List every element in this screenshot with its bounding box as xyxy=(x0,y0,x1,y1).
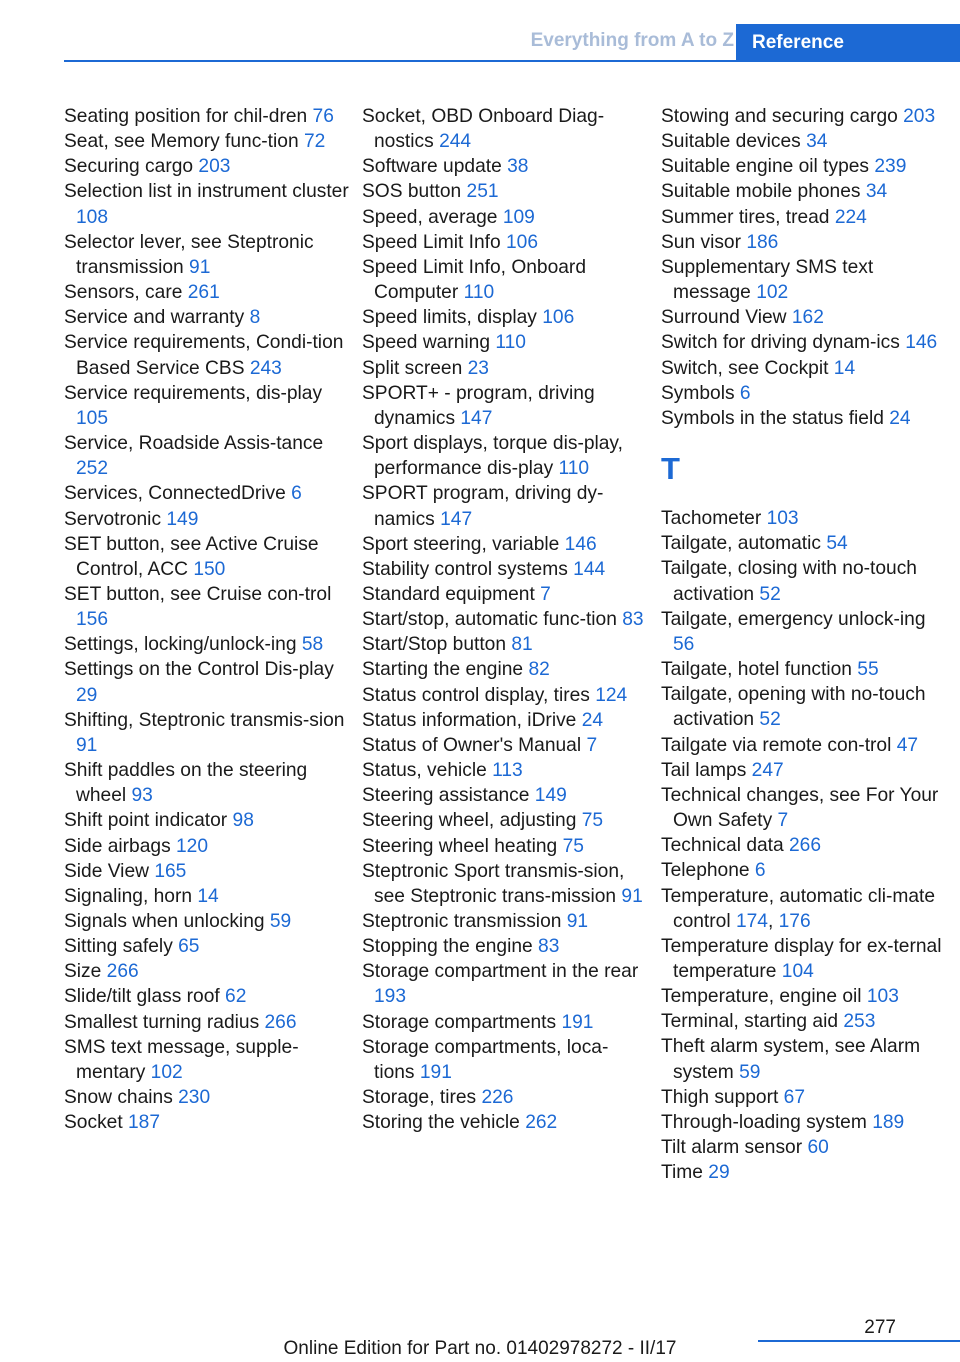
entry-label: Split screen xyxy=(362,357,463,379)
index-entry xyxy=(362,1085,648,1110)
index-entry xyxy=(64,330,350,380)
entry-label: SET button, see Active Cruise Control, ACC xyxy=(64,533,319,580)
page-link[interactable]: 109 xyxy=(502,206,535,228)
index-entry xyxy=(362,808,648,833)
entry-label: Slide/tilt glass roof xyxy=(64,986,220,1008)
entry-label: Steering wheel, adjusting xyxy=(362,810,577,832)
index-entry xyxy=(661,858,951,883)
index-entry xyxy=(661,657,951,682)
entry-label: Shifting, Steptronic transmis-sion xyxy=(64,709,345,731)
index-entry xyxy=(362,733,648,758)
page-link[interactable]: 165 xyxy=(154,860,187,882)
index-entry xyxy=(64,859,350,884)
index-column-2 xyxy=(362,104,648,1135)
entry-label: Seat, see Memory func-tion xyxy=(64,131,299,153)
entry-label: SOS button xyxy=(362,181,462,203)
entry-label: Speed Limit Info xyxy=(362,231,501,253)
index-entry xyxy=(362,708,648,733)
index-entry xyxy=(64,381,350,431)
page-link[interactable]: 252 xyxy=(76,458,109,480)
entry-label: Speed warning xyxy=(362,332,491,354)
section-title: Everything from A to Z xyxy=(530,30,734,51)
entry-label: Tailgate, automatic xyxy=(661,533,821,555)
index-entry xyxy=(64,532,350,582)
entry-label: Tailgate, hotel function xyxy=(661,659,852,681)
index-entry xyxy=(362,834,648,859)
page-link[interactable]: 147 xyxy=(460,407,493,429)
entry-label: Settings on the Control Dis-play xyxy=(64,659,334,681)
index-entry xyxy=(64,808,350,833)
page-link[interactable]: 124 xyxy=(595,684,628,706)
index-entry xyxy=(661,682,951,732)
index-entry xyxy=(64,280,350,305)
index-entry xyxy=(64,104,350,129)
page-link[interactable]: 108 xyxy=(76,206,109,228)
index-entry xyxy=(362,657,648,682)
index-entry xyxy=(661,984,951,1009)
entry-label: Thigh support xyxy=(661,1086,779,1108)
entry-label: Sensors, care xyxy=(64,282,183,304)
page-link[interactable]: 189 xyxy=(872,1111,905,1133)
index-entry xyxy=(661,833,951,858)
entry-label: Symbols xyxy=(661,382,735,404)
page-link[interactable]: 56 xyxy=(673,633,695,655)
index-entry xyxy=(661,733,951,758)
entry-label: Starting the engine xyxy=(362,659,524,681)
page-link[interactable]: 6 xyxy=(754,860,766,882)
index-entry xyxy=(64,154,350,179)
page-link[interactable]: 147 xyxy=(440,508,473,530)
index-entry xyxy=(362,532,648,557)
index-entry xyxy=(362,431,648,481)
page-link[interactable]: 203 xyxy=(198,156,231,178)
index-entry xyxy=(64,909,350,934)
page-link[interactable]: 224 xyxy=(834,206,867,228)
index-entry xyxy=(661,305,951,330)
page-header xyxy=(0,0,960,62)
entry-label: Signals when unlocking xyxy=(64,911,265,932)
page-link[interactable]: 29 xyxy=(708,1162,730,1184)
index-entry xyxy=(661,179,951,204)
index-entry xyxy=(64,230,350,280)
page-link[interactable]: 82 xyxy=(528,659,550,681)
page-link[interactable]: 110 xyxy=(558,458,590,480)
entry-label: Tailgate via remote con-trol xyxy=(661,734,892,756)
index-entry xyxy=(362,582,648,607)
entry-label: Switch, see Cockpit xyxy=(661,357,829,379)
entry-label: Storage, tires xyxy=(362,1087,477,1109)
index-entry xyxy=(362,934,648,959)
entry-label: Status of Owner's Manual xyxy=(362,734,582,756)
index-entry xyxy=(362,758,648,783)
page-link[interactable]: 8 xyxy=(249,307,261,329)
page-link[interactable]: 14 xyxy=(833,357,856,379)
index-entry xyxy=(362,909,648,934)
page-link[interactable]: 29 xyxy=(76,684,98,706)
index-entry xyxy=(362,632,648,657)
page-link[interactable]: 7 xyxy=(586,734,598,756)
entry-label: Service, Roadside Assis-tance xyxy=(64,433,324,455)
page-link[interactable]: 105 xyxy=(76,407,109,429)
page-link[interactable]: 59 xyxy=(739,1061,761,1083)
index-entry xyxy=(362,557,648,582)
index-entry xyxy=(64,481,350,506)
entry-label: Socket, OBD Onboard Diag-nostics xyxy=(362,106,605,153)
entry-label: Temperature, automatic cli-mate control xyxy=(661,885,936,932)
entry-label: Service requirements, dis-play xyxy=(64,382,323,404)
page-link[interactable]: 24 xyxy=(581,709,604,731)
entry-label: Summer tires, tread xyxy=(661,206,830,228)
page-link[interactable]: 247 xyxy=(751,759,784,781)
index-entry xyxy=(661,934,951,984)
page-link[interactable]: 52 xyxy=(759,709,781,731)
entry-label: Speed Limit Info, Onboard Computer xyxy=(362,256,586,304)
index-entry xyxy=(362,481,648,531)
entry-label: Steptronic transmission xyxy=(362,911,562,932)
entry-label: Storage compartments, loca-tions xyxy=(362,1036,609,1083)
index-entry xyxy=(661,506,951,531)
page-link[interactable]: 103 xyxy=(866,986,899,1008)
index-entry xyxy=(362,859,648,909)
index-entry xyxy=(661,255,951,305)
entry-label: Temperature display for ex-ternal temperature xyxy=(661,935,942,982)
index-entry xyxy=(661,205,951,230)
page-link[interactable]: 55 xyxy=(857,659,879,681)
page-link[interactable]: 76 xyxy=(312,106,334,127)
page-link[interactable]: 7 xyxy=(777,810,789,832)
entry-label: Status control display, tires xyxy=(362,684,590,706)
entry-label: Sitting safely xyxy=(64,936,173,958)
page-link[interactable]: 75 xyxy=(562,835,584,857)
page-link[interactable]: 62 xyxy=(225,986,247,1008)
entry-label: Tailgate, closing with no-touch activation xyxy=(661,558,917,605)
index-entry xyxy=(661,154,951,179)
entry-label: Telephone xyxy=(661,860,750,882)
entry-label: Storing the vehicle xyxy=(362,1112,520,1134)
page-link[interactable]: 266 xyxy=(789,835,822,857)
page-link[interactable]: 98 xyxy=(232,810,254,832)
entry-label: Status, vehicle xyxy=(362,760,487,782)
entry-label: Suitable engine oil types xyxy=(661,156,870,178)
entry-label: Service and warranty xyxy=(64,307,245,329)
index-entry xyxy=(661,230,951,255)
index-entry xyxy=(661,556,951,606)
index-entry xyxy=(64,129,350,154)
page-link[interactable]: 266 xyxy=(106,961,139,983)
footer-edition: Online Edition for Part no. 01402978272 - II/17 xyxy=(283,1338,677,1359)
page-link[interactable]: 266 xyxy=(264,1011,297,1033)
index-entry xyxy=(64,884,350,909)
page-link[interactable]: 65 xyxy=(178,936,200,958)
index-entry xyxy=(661,1009,951,1034)
index-entry xyxy=(362,356,648,381)
page-link[interactable]: 149 xyxy=(534,785,567,807)
entry-label: Snow chains xyxy=(64,1087,173,1109)
page-link[interactable]: 102 xyxy=(756,282,789,304)
index-entry xyxy=(64,1085,350,1110)
entry-label: Securing cargo xyxy=(64,156,194,178)
entry-label: Tailgate, opening with no-touch activation xyxy=(661,684,926,731)
page-link[interactable]: 186 xyxy=(746,231,779,253)
page-link[interactable]: 150 xyxy=(193,558,226,580)
entry-label: Technical changes, see For Your Own Safety xyxy=(661,784,939,832)
index-entry xyxy=(64,708,350,758)
entry-label: Signaling, horn xyxy=(64,885,193,907)
entry-label: SPORT+ - program, driving dynamics xyxy=(362,382,595,429)
entry-label: Stability control systems xyxy=(362,558,568,580)
page-link[interactable]: 261 xyxy=(187,282,220,304)
index-entry xyxy=(362,959,648,1009)
index-entry xyxy=(362,305,648,330)
entry-label: Sport steering, variable xyxy=(362,533,560,555)
page-link[interactable]: 60 xyxy=(807,1137,829,1159)
entry-label: Symbols in the status field xyxy=(661,407,884,429)
page-number: 277 xyxy=(864,1317,896,1338)
entry-label: Size xyxy=(64,961,102,983)
index-entry xyxy=(362,179,648,204)
index-entry xyxy=(362,330,648,355)
entry-label: Suitable devices xyxy=(661,131,801,153)
index-entry xyxy=(661,1034,951,1084)
page-link[interactable]: 54 xyxy=(826,533,848,555)
page-link[interactable]: 6 xyxy=(291,483,302,505)
entry-label: Sport displays, torque dis-play, performance dis-play xyxy=(362,433,623,480)
index-entry xyxy=(362,783,648,808)
entry-label: Start/Stop button xyxy=(362,634,506,656)
index-entry xyxy=(661,1110,951,1135)
page-link[interactable]: 203 xyxy=(903,106,936,127)
page-link[interactable]: 47 xyxy=(896,734,919,756)
index-entry xyxy=(661,531,951,556)
entry-label: SPORT program, driving dy-namics xyxy=(362,483,604,530)
index-column-3 xyxy=(661,104,951,1185)
header-rule xyxy=(64,60,960,62)
index-entry xyxy=(64,582,350,632)
entry-label: Service requirements, Condi-tion Based Service CBS xyxy=(64,332,344,379)
page-link[interactable]: 113 xyxy=(492,760,523,782)
entry-label: Settings, locking/unlock-ing xyxy=(64,634,297,656)
entry-label: Steering assistance xyxy=(362,785,530,807)
index-entry xyxy=(64,431,350,481)
index-entry xyxy=(362,1035,648,1085)
index-entry xyxy=(661,783,951,833)
entry-label: Steptronic Sport transmis-sion, see Steptronic trans-mission xyxy=(362,860,625,907)
index-entry xyxy=(661,1160,951,1185)
index-entry xyxy=(362,381,648,431)
entry-label: Tail lamps xyxy=(661,759,747,781)
page-link[interactable]: 83 xyxy=(622,609,644,631)
entry-label: Supplementary SMS text message xyxy=(661,256,874,304)
index-letter-heading: T xyxy=(661,451,680,487)
page-link[interactable]: 104 xyxy=(781,960,814,982)
index-entry xyxy=(661,1085,951,1110)
entry-label: Software update xyxy=(362,156,502,178)
page-link[interactable]: 91 xyxy=(76,734,98,756)
page-link[interactable]: 91 xyxy=(621,885,643,907)
entry-label: SET button, see Cruise con-trol xyxy=(64,583,332,605)
page-link[interactable]: 162 xyxy=(791,307,824,329)
page-link[interactable]: 253 xyxy=(843,1011,876,1033)
page-link[interactable]: 120 xyxy=(176,835,209,857)
entry-label: Steering wheel heating xyxy=(362,835,558,857)
entry-label: Storage compartments xyxy=(362,1011,557,1033)
entry-label: Storage compartment in the rear xyxy=(362,961,639,983)
entry-label: Standard equipment xyxy=(362,583,535,605)
page-link[interactable]: 243 xyxy=(249,357,282,379)
entry-label: Side airbags xyxy=(64,835,171,857)
page-link[interactable]: 23 xyxy=(467,357,489,379)
reference-tab[interactable]: Reference xyxy=(736,24,960,61)
page-link[interactable]: 34 xyxy=(806,131,828,153)
entry-label: Tailgate, emergency unlock-ing xyxy=(661,608,926,630)
page-link[interactable]: 91 xyxy=(566,911,589,932)
entry-label: Shift point indicator xyxy=(64,810,228,832)
index-entry xyxy=(64,1010,350,1035)
page-link[interactable]: 146 xyxy=(564,533,597,555)
index-entry xyxy=(661,330,951,355)
page-link[interactable]: 193 xyxy=(374,986,407,1008)
page-link[interactable]: 187 xyxy=(128,1112,161,1134)
entry-label: Speed limits, display xyxy=(362,307,537,329)
page-link[interactable]: 81 xyxy=(511,634,533,656)
page-link[interactable]: 59 xyxy=(269,911,292,932)
entry-label: Switch for driving dynam-ics xyxy=(661,332,900,354)
entry-label: Selection list in instrument cluster xyxy=(64,181,349,203)
index-entry xyxy=(64,507,350,532)
index-entry xyxy=(661,607,951,657)
entry-label: Status information, iDrive xyxy=(362,709,577,731)
page-link[interactable]: 34 xyxy=(865,181,888,203)
index-entry xyxy=(362,230,648,255)
entry-label: Through-loading system xyxy=(661,1111,867,1133)
page-link[interactable]: 102 xyxy=(150,1061,183,1083)
index-entry xyxy=(64,834,350,859)
page-link[interactable]: 52 xyxy=(759,583,781,605)
index-entry xyxy=(64,959,350,984)
index-entry xyxy=(64,1110,350,1135)
page-link[interactable]: 110 xyxy=(495,332,526,354)
page-link[interactable]: 106 xyxy=(542,307,575,329)
entry-label: Technical data xyxy=(661,835,784,857)
entry-label: Surround View xyxy=(661,307,787,329)
entry-label: Seating position for chil-dren xyxy=(64,106,308,127)
page-link[interactable]: 75 xyxy=(581,810,604,832)
index-entry xyxy=(64,758,350,808)
page-link[interactable]: 191 xyxy=(419,1061,452,1083)
index-entry xyxy=(64,305,350,330)
page-link[interactable]: 93 xyxy=(131,785,153,807)
entry-label: Services, ConnectedDrive xyxy=(64,483,286,505)
index-entry xyxy=(64,632,350,657)
entry-label: Tachometer xyxy=(661,508,762,530)
page-link[interactable]: 244 xyxy=(439,131,472,153)
entry-label: Terminal, starting aid xyxy=(661,1011,839,1033)
page-link[interactable]: 24 xyxy=(889,407,911,429)
page-link[interactable]: 38 xyxy=(507,156,529,178)
entry-label: Stopping the engine xyxy=(362,936,533,958)
entry-label: Smallest turning radius xyxy=(64,1011,260,1033)
entry-label: Suitable mobile phones xyxy=(661,181,861,203)
index-entry xyxy=(64,934,350,959)
index-entry xyxy=(362,683,648,708)
page-link[interactable]: 67 xyxy=(783,1086,806,1108)
page-link[interactable]: 103 xyxy=(766,508,799,530)
index-entry xyxy=(661,406,951,431)
page-link[interactable]: 156 xyxy=(76,609,109,631)
page-link[interactable]: 149 xyxy=(166,508,199,530)
entry-label: Start/stop, automatic func-tion xyxy=(362,609,617,631)
entry-label: Speed, average xyxy=(362,206,498,228)
index-entry xyxy=(362,607,648,632)
entry-label: Theft alarm system, see Alarm system xyxy=(661,1036,921,1083)
page-link[interactable]: 174 xyxy=(735,910,768,932)
index-column-1 xyxy=(64,104,350,1135)
page-link[interactable]: 7 xyxy=(540,583,551,605)
index-entry xyxy=(362,205,648,230)
page-link[interactable]: 106 xyxy=(506,231,539,253)
entry-label: Socket xyxy=(64,1112,123,1134)
page-link[interactable]: 191 xyxy=(561,1011,594,1033)
entry-label: Shift paddles on the steering wheel xyxy=(64,760,308,807)
entry-label: Servotronic xyxy=(64,508,162,530)
entry-label: Side View xyxy=(64,860,149,882)
index-entry xyxy=(661,1135,951,1160)
page-link[interactable]: 110 xyxy=(463,282,495,304)
index-entry xyxy=(64,657,350,707)
entry-label: Sun visor xyxy=(661,231,741,253)
index-entry xyxy=(64,984,350,1009)
entry-label: SMS text message, supple-mentary xyxy=(64,1036,299,1083)
page-link[interactable]: 72 xyxy=(303,131,326,153)
page-link[interactable]: 146 xyxy=(905,332,938,354)
page-link[interactable]: 83 xyxy=(538,936,560,958)
index-entry xyxy=(362,1110,648,1135)
page-link[interactable]: 176 xyxy=(778,910,811,932)
index-entry xyxy=(661,356,951,381)
page-link[interactable]: 58 xyxy=(301,634,324,656)
page-link[interactable]: 144 xyxy=(573,558,606,580)
page-link[interactable]: 91 xyxy=(189,256,211,278)
entry-label: Selector lever, see Steptronic transmission xyxy=(64,231,314,278)
entry-label: Stowing and securing cargo xyxy=(661,106,898,127)
index-entry xyxy=(661,758,951,783)
page-link[interactable]: 14 xyxy=(197,885,219,907)
entry-label: Temperature, engine oil xyxy=(661,986,862,1008)
index-entry xyxy=(661,104,951,129)
index-entry: Temperature, automatic cli-mate control 174, 176 xyxy=(661,885,936,932)
entry-label: Tilt alarm sensor xyxy=(661,1137,803,1159)
index-entry xyxy=(64,1035,350,1085)
index-entry xyxy=(661,381,951,406)
page-link[interactable]: 239 xyxy=(874,156,907,178)
page-link[interactable]: 251 xyxy=(466,181,499,203)
page-link[interactable]: 230 xyxy=(178,1087,211,1109)
index-entry xyxy=(362,1010,648,1035)
index-entry xyxy=(362,104,648,154)
entry-label: Time xyxy=(661,1162,703,1184)
index-entry xyxy=(661,129,951,154)
page-link[interactable]: 226 xyxy=(481,1087,514,1109)
page-link[interactable]: 262 xyxy=(525,1112,558,1134)
index-entry xyxy=(64,179,350,229)
page-link[interactable]: 6 xyxy=(739,382,751,404)
index-entry xyxy=(362,154,648,179)
index-entry xyxy=(362,255,648,305)
